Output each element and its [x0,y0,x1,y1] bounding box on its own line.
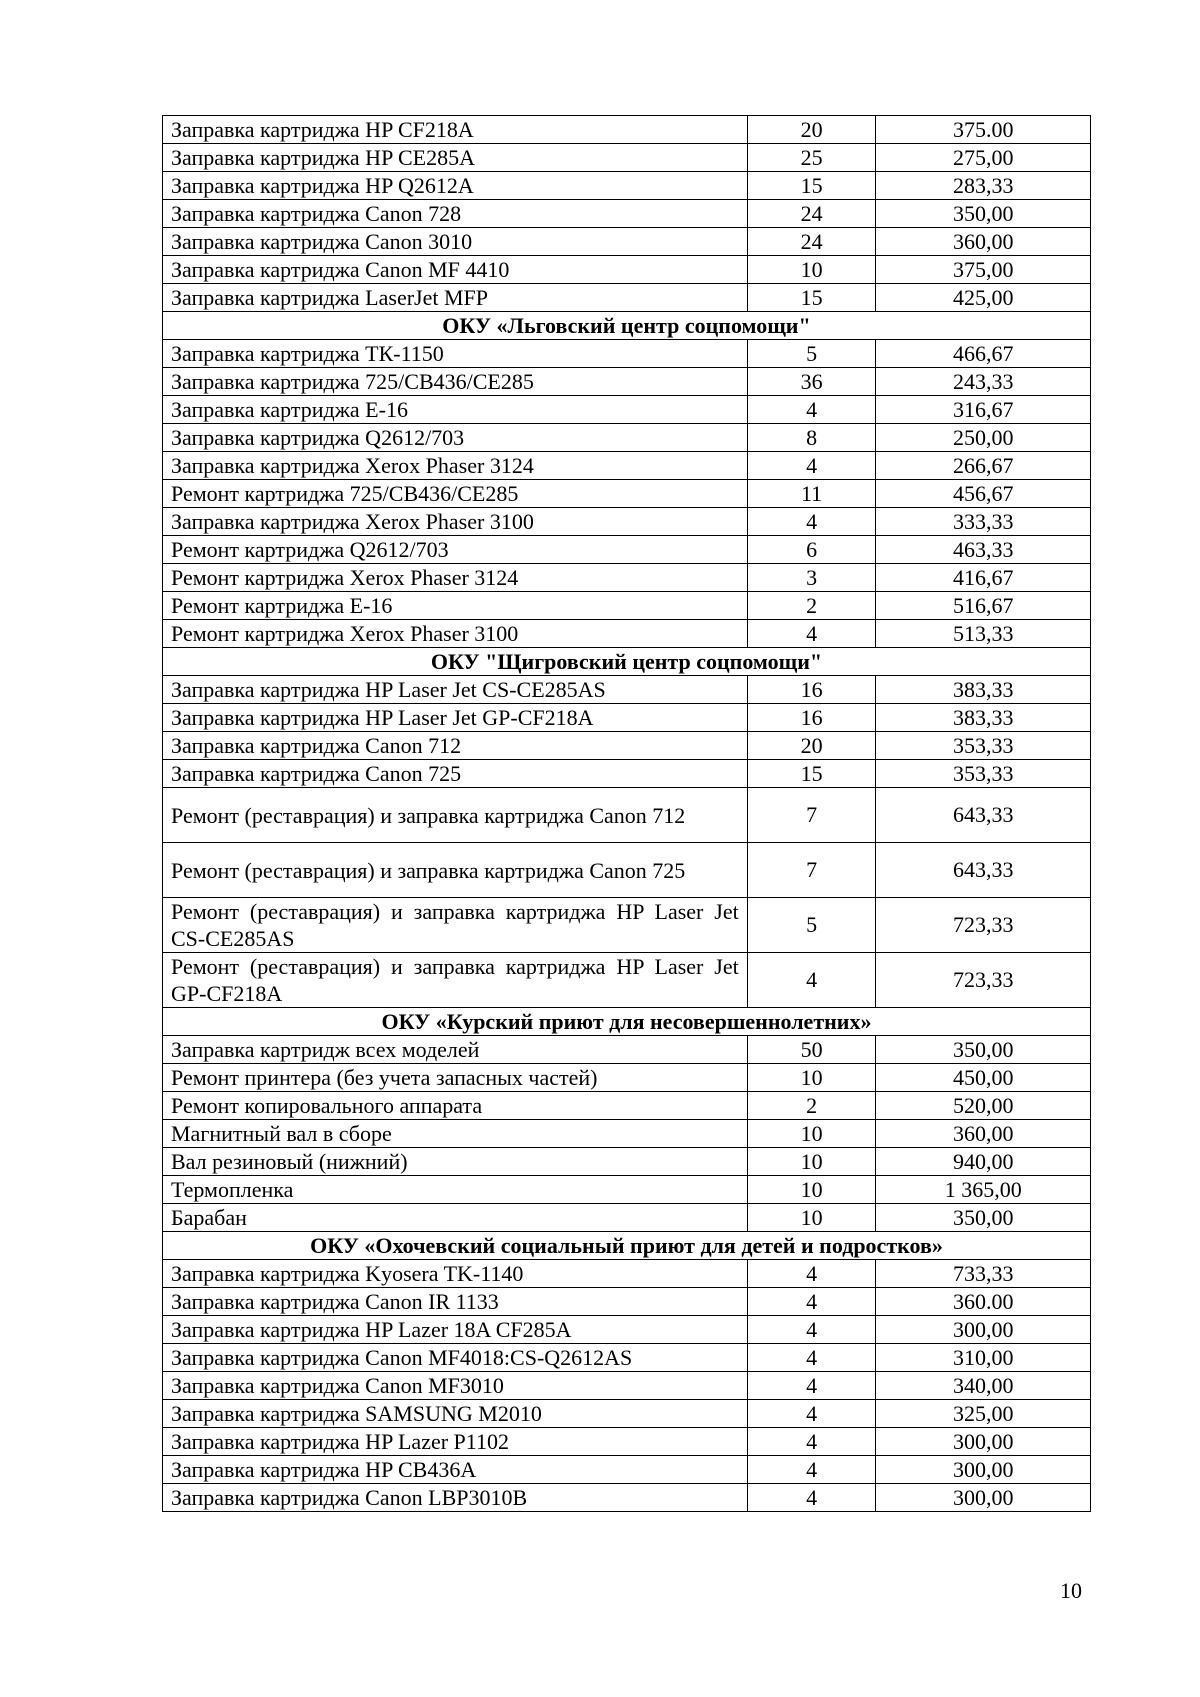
quantity-cell: 4 [747,1428,876,1456]
price-cell: 375,00 [876,256,1091,284]
service-name-cell: Заправка картриджа HP CE285A [163,144,748,172]
table-row [163,1484,1091,1512]
table-row [163,424,1091,452]
service-name-cell: Заправка картриджа Canon 725 [163,760,748,788]
table-row [163,1036,1091,1064]
price-cell: 450,00 [876,1064,1091,1092]
price-cell: 250,00 [876,424,1091,452]
price-cell: 266,67 [876,452,1091,480]
table-row [163,200,1091,228]
quantity-cell: 7 [747,788,876,843]
service-name-cell: Заправка картриджа LaserJet MFP [163,284,748,312]
service-name-cell: Ремонт картриджа 725/CB436/CE285 [163,480,748,508]
quantity-cell: 50 [747,1036,876,1064]
table-row [163,843,1091,898]
price-cell: 383,33 [876,704,1091,732]
table-row [163,480,1091,508]
service-name-cell: Ремонт картриджа Q2612/703 [163,536,748,564]
section-header-row [163,1008,1091,1036]
quantity-cell: 10 [747,1148,876,1176]
table-row [163,1064,1091,1092]
quantity-cell: 4 [747,1456,876,1484]
service-name-cell: Заправка картриджа Canon MF 4410 [163,256,748,284]
table-row [163,172,1091,200]
quantity-cell: 15 [747,284,876,312]
quantity-cell: 15 [747,760,876,788]
service-name-cell: Заправка картриджа Canon 3010 [163,228,748,256]
service-name-cell: Заправка картриджа HP Q2612A [163,172,748,200]
price-cell: 333,33 [876,508,1091,536]
table-row [163,704,1091,732]
price-cell: 375.00 [876,116,1091,144]
table-row [163,368,1091,396]
quantity-cell: 4 [747,1288,876,1316]
service-name-cell: Ремонт картриджа Е-16 [163,592,748,620]
table-row [163,452,1091,480]
service-name-cell: Заправка картриджа Canon 712 [163,732,748,760]
table-row [163,1456,1091,1484]
table-row [163,788,1091,843]
price-cell: 516,67 [876,592,1091,620]
service-name-cell: Ремонт (реставрация) и заправка картриджа Canon 725 [163,843,748,898]
quantity-cell: 4 [747,1484,876,1512]
section-header-row [163,1232,1091,1260]
price-cell: 466,67 [876,340,1091,368]
table-row [163,340,1091,368]
service-name-cell: Заправка картриджа Xerox Phaser 3100 [163,508,748,536]
service-name-cell: Заправка картриджа Xerox Phaser 3124 [163,452,748,480]
section-title: ОКУ "Щигровский центр соцпомощи" [163,648,1091,676]
price-cell: 723,33 [876,898,1091,953]
service-name-cell: Заправка картриджа Canon 728 [163,200,748,228]
table-row [163,1204,1091,1232]
service-name-cell: Ремонт картриджа Xerox Phaser 3100 [163,620,748,648]
table-row [163,592,1091,620]
table-row [163,284,1091,312]
service-name-cell: Заправка картриджа HP Laser Jet CS-CE285AS [163,676,748,704]
table-row [163,1400,1091,1428]
quantity-cell: 4 [747,953,876,1008]
price-cell: 456,67 [876,480,1091,508]
table-row [163,676,1091,704]
quantity-cell: 2 [747,592,876,620]
quantity-cell: 20 [747,732,876,760]
table-row [163,620,1091,648]
quantity-cell: 10 [747,1204,876,1232]
service-name-cell: Вал резиновый (нижний) [163,1148,748,1176]
quantity-cell: 15 [747,172,876,200]
quantity-cell: 5 [747,340,876,368]
price-cell: 243,33 [876,368,1091,396]
quantity-cell: 4 [747,1344,876,1372]
quantity-cell: 4 [747,1372,876,1400]
quantity-cell: 20 [747,116,876,144]
table-row [163,1176,1091,1204]
table-row [163,508,1091,536]
table-row [163,1428,1091,1456]
quantity-cell: 25 [747,144,876,172]
price-cell: 733,33 [876,1260,1091,1288]
section-header-row [163,648,1091,676]
service-name-cell: Заправка картриджа HP Lazer 18A CF285A [163,1316,748,1344]
price-cell: 353,33 [876,732,1091,760]
price-table-body [163,116,1091,1512]
price-cell: 1 365,00 [876,1176,1091,1204]
quantity-cell: 7 [747,843,876,898]
price-cell: 300,00 [876,1484,1091,1512]
quantity-cell: 5 [747,898,876,953]
quantity-cell: 16 [747,676,876,704]
price-cell: 383,33 [876,676,1091,704]
service-name-cell: Заправка картриджа ТК-1150 [163,340,748,368]
price-cell: 300,00 [876,1316,1091,1344]
service-name-cell: Термопленка [163,1176,748,1204]
price-cell: 300,00 [876,1428,1091,1456]
table-row [163,1316,1091,1344]
table-row [163,760,1091,788]
price-table [162,115,1091,1512]
table-row [163,144,1091,172]
price-cell: 275,00 [876,144,1091,172]
service-name-cell: Ремонт (реставрация) и заправка картриджа Canon 712 [163,788,748,843]
service-name-cell: Ремонт принтера (без учета запасных частей) [163,1064,748,1092]
quantity-cell: 6 [747,536,876,564]
quantity-cell: 24 [747,200,876,228]
quantity-cell: 4 [747,508,876,536]
quantity-cell: 3 [747,564,876,592]
quantity-cell: 2 [747,1092,876,1120]
service-name-cell: Заправка картриджа HP Laser Jet GP-CF218A [163,704,748,732]
service-name-cell: Заправка картридж всех моделей [163,1036,748,1064]
price-cell: 940,00 [876,1148,1091,1176]
service-name-cell: Заправка картриджа Canon MF3010 [163,1372,748,1400]
quantity-cell: 10 [747,1064,876,1092]
service-name-cell: Заправка картриджа Canon MF4018:CS-Q2612AS [163,1344,748,1372]
section-title: ОКУ «Курский приют для несовершеннолетних» [163,1008,1091,1036]
table-row [163,1092,1091,1120]
table-row [163,1344,1091,1372]
price-cell: 350,00 [876,1204,1091,1232]
quantity-cell: 4 [747,1260,876,1288]
quantity-cell: 4 [747,396,876,424]
page-number: 10 [1060,1578,1082,1603]
price-cell: 325,00 [876,1400,1091,1428]
price-cell: 513,33 [876,620,1091,648]
service-name-cell: Ремонт картриджа Xerox Phaser 3124 [163,564,748,592]
quantity-cell: 4 [747,1400,876,1428]
price-cell: 520,00 [876,1092,1091,1120]
section-title: ОКУ «Охочевский социальный приют для детей и подростков» [163,1232,1091,1260]
quantity-cell: 16 [747,704,876,732]
price-cell: 463,33 [876,536,1091,564]
quantity-cell: 4 [747,620,876,648]
price-cell: 643,33 [876,788,1091,843]
table-row [163,564,1091,592]
price-cell: 360,00 [876,1120,1091,1148]
price-cell: 360,00 [876,228,1091,256]
service-name-cell: Магнитный вал в сборе [163,1120,748,1148]
service-name-cell: Заправка картриджа Kyosera TK-1140 [163,1260,748,1288]
quantity-cell: 4 [747,452,876,480]
section-header-row [163,312,1091,340]
service-name-cell: Ремонт (реставрация) и заправка картриджа HP Laser Jet CS-CE285AS [163,898,748,953]
price-cell: 310,00 [876,1344,1091,1372]
service-name-cell: Заправка картриджа Canon IR 1133 [163,1288,748,1316]
service-name-cell: Заправка картриджа HP CB436A [163,1456,748,1484]
quantity-cell: 10 [747,256,876,284]
table-row [163,898,1091,953]
price-cell: 340,00 [876,1372,1091,1400]
service-name-cell: Ремонт (реставрация) и заправка картриджа HP Laser Jet GP-CF218A [163,953,748,1008]
price-cell: 425,00 [876,284,1091,312]
quantity-cell: 4 [747,1316,876,1344]
table-row [163,732,1091,760]
service-name-cell: Заправка картриджа HP CF218A [163,116,748,144]
quantity-cell: 24 [747,228,876,256]
table-row [163,1372,1091,1400]
price-cell: 723,33 [876,953,1091,1008]
price-cell: 300,00 [876,1456,1091,1484]
table-row [163,1120,1091,1148]
quantity-cell: 10 [747,1176,876,1204]
service-name-cell: Барабан [163,1204,748,1232]
price-cell: 643,33 [876,843,1091,898]
table-row [163,1148,1091,1176]
quantity-cell: 8 [747,424,876,452]
service-name-cell: Заправка картриджа Q2612/703 [163,424,748,452]
table-row [163,1288,1091,1316]
price-cell: 350,00 [876,1036,1091,1064]
table-row [163,953,1091,1008]
table-row [163,116,1091,144]
table-row [163,256,1091,284]
section-title: ОКУ «Льговский центр соцпомощи" [163,312,1091,340]
table-row [163,228,1091,256]
service-name-cell: Заправка картриджа 725/CB436/CE285 [163,368,748,396]
service-name-cell: Заправка картриджа Е-16 [163,396,748,424]
table-row [163,1260,1091,1288]
price-cell: 416,67 [876,564,1091,592]
table-row [163,536,1091,564]
quantity-cell: 11 [747,480,876,508]
quantity-cell: 36 [747,368,876,396]
price-cell: 283,33 [876,172,1091,200]
price-cell: 353,33 [876,760,1091,788]
price-cell: 350,00 [876,200,1091,228]
service-name-cell: Заправка картриджа HP Lazer P1102 [163,1428,748,1456]
service-name-cell: Заправка картриджа SAMSUNG M2010 [163,1400,748,1428]
table-row [163,396,1091,424]
service-name-cell: Заправка картриджа Canon LBP3010B [163,1484,748,1512]
quantity-cell: 10 [747,1120,876,1148]
price-cell: 360.00 [876,1288,1091,1316]
price-cell: 316,67 [876,396,1091,424]
service-name-cell: Ремонт копировального аппарата [163,1092,748,1120]
